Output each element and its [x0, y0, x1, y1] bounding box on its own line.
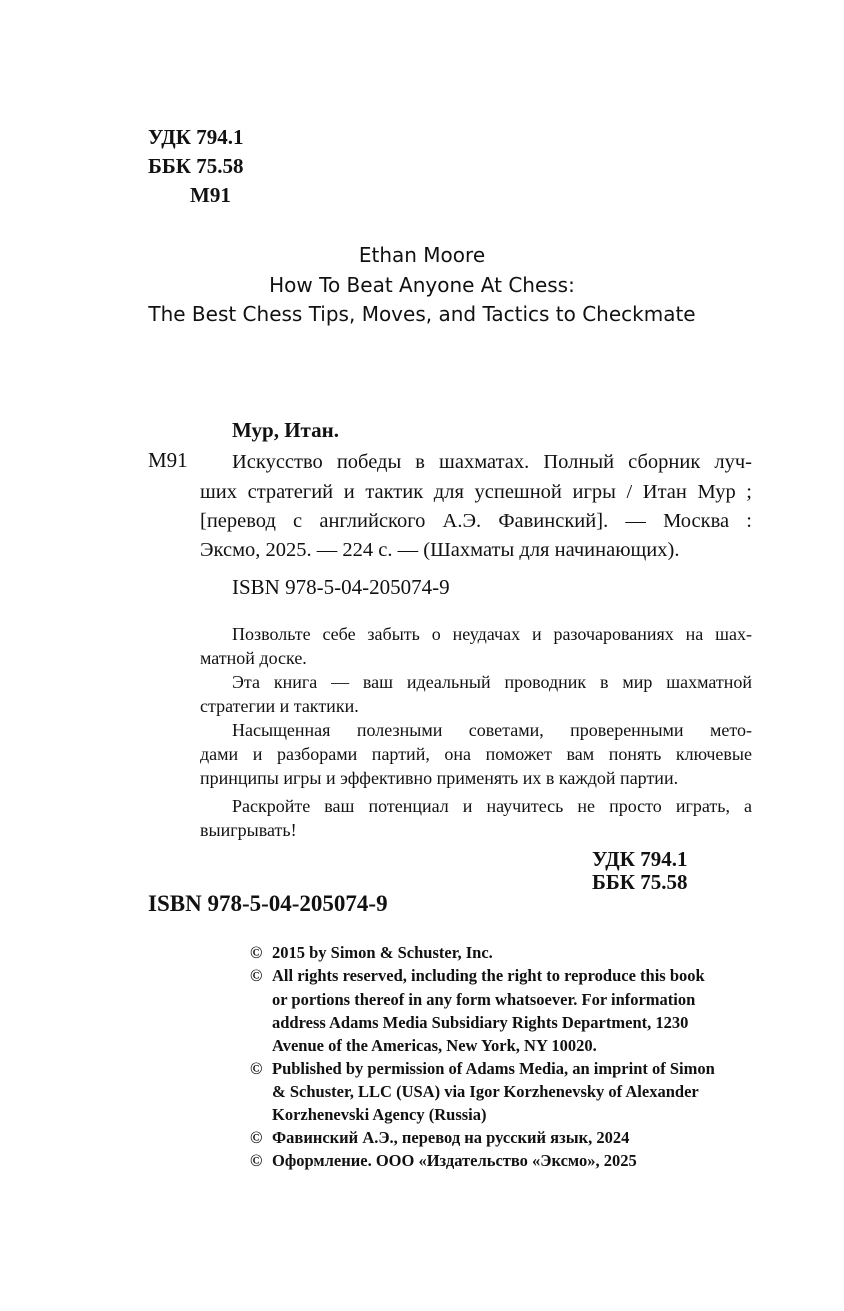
- annotation-line: Эта книга — ваш идеальный проводник в мир шахматной: [232, 672, 752, 692]
- original-title-line-1: How To Beat Anyone At Chess:: [269, 273, 575, 297]
- copyright-line: address Adams Media Subsidiary Rights Department, 1230: [272, 1013, 689, 1032]
- copyright-symbol: ©: [250, 966, 263, 985]
- copyright-line: Korzhenevski Agency (Russia): [272, 1105, 487, 1124]
- copyright-entry: [250, 941, 493, 965]
- catalog-mark: М91: [148, 448, 188, 472]
- copyright-line: or portions thereof in any form whatsoever. For information: [272, 990, 696, 1009]
- isbn-main: ISBN 978-5-04-205074-9: [148, 891, 388, 916]
- copyright-entry: [250, 1126, 629, 1150]
- copyright-line: Avenue of the Americas, New York, NY 10020.: [272, 1036, 597, 1055]
- catalog-description-line: Эксмо, 2025. — 224 с. — (Шахматы для начинающих).: [200, 539, 680, 561]
- bbk-code-repeat: ББК 75.58: [592, 870, 688, 894]
- copyright-line: Published by permission of Adams Media, an imprint of Simon: [272, 1059, 715, 1078]
- catalog-author-heading: Мур, Итан.: [232, 418, 339, 442]
- copyright-line: Фавинский А.Э., перевод на русский язык, 2024: [272, 1128, 630, 1147]
- udk-code: УДК 794.1: [148, 125, 244, 149]
- annotation-line: выигрывать!: [200, 820, 297, 840]
- catalog-description-line: Искусство победы в шахматах. Полный сборник луч-: [232, 451, 752, 473]
- copyright-entry: [250, 964, 705, 988]
- copyright-line: & Schuster, LLC (USA) via Igor Korzhenevsky of Alexander: [272, 1082, 699, 1101]
- annotation-line: матной доске.: [200, 648, 307, 668]
- copyright-line: Оформление. ООО «Издательство «Эксмо», 2025: [272, 1151, 637, 1170]
- annotation-line: стратегии и тактики.: [200, 696, 359, 716]
- annotation-line: Раскройте ваш потенциал и научитесь не просто играть, а: [232, 796, 752, 816]
- copyright-entry: [250, 1057, 715, 1081]
- catalog-isbn: ISBN 978-5-04-205074-9: [232, 575, 450, 599]
- copyright-entry: [250, 1149, 637, 1173]
- copyright-line: All rights reserved, including the right to reproduce this book: [272, 966, 705, 985]
- annotation-line: Насыщенная полезными советами, проверенными мето-: [232, 720, 752, 740]
- bbk-code: ББК 75.58: [148, 154, 244, 178]
- copyright-symbol: ©: [250, 1128, 263, 1147]
- udk-code-repeat: УДК 794.1: [592, 847, 688, 871]
- catalog-description-line: ших стратегий и тактик для успешной игры / Итан Мур ;: [200, 481, 752, 503]
- copyright-symbol: ©: [250, 1059, 263, 1078]
- copyright-symbol: ©: [250, 943, 263, 962]
- catalog-description-line: [перевод с английского А.Э. Фавинский]. — Москва :: [200, 510, 752, 532]
- annotation-line: Позвольте себе забыть о неудачах и разочарованиях на шах-: [232, 624, 752, 644]
- original-author: Ethan Moore: [358, 243, 486, 267]
- author-mark: М91: [190, 183, 231, 207]
- copyright-symbol: ©: [250, 1151, 263, 1170]
- annotation-line: принципы игры и эффективно применять их в каждой партии.: [200, 768, 679, 788]
- copyright-line: 2015 by Simon & Schuster, Inc.: [272, 943, 493, 962]
- original-title-line-2: The Best Chess Tips, Moves, and Tactics to Checkmate: [148, 302, 696, 326]
- annotation-line: дами и разборами партий, она поможет вам понять ключевые: [200, 744, 752, 764]
